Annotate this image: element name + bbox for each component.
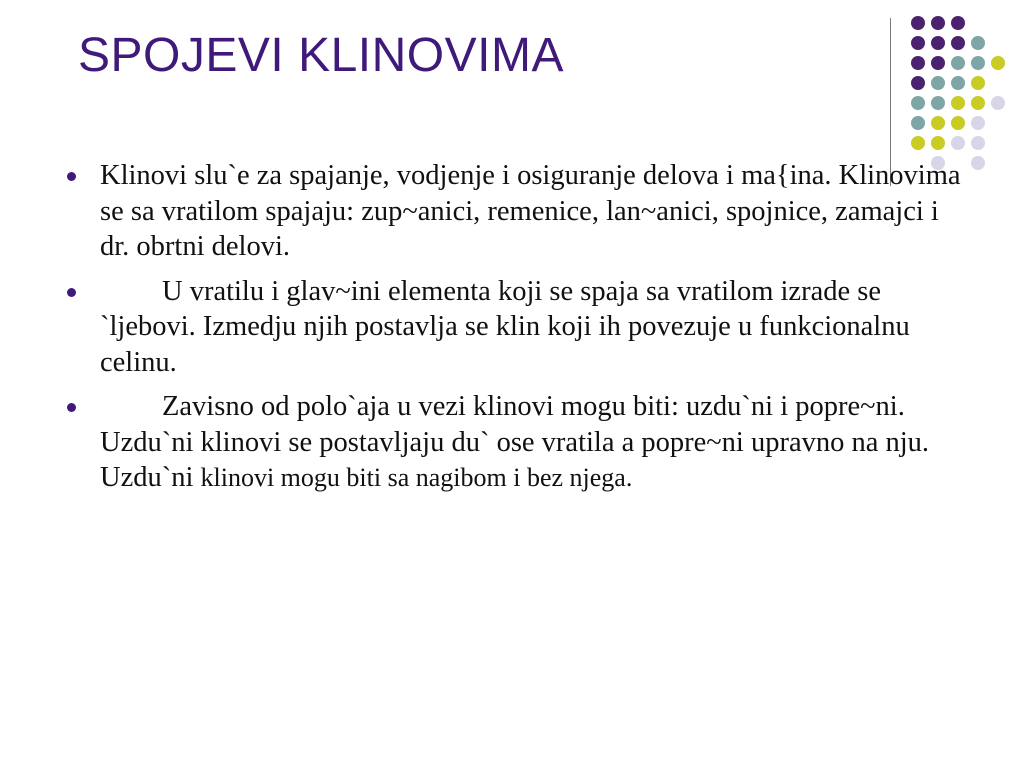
slide-title: SPOJEVI KLINOVIMA xyxy=(78,29,564,82)
bullet-item xyxy=(66,274,966,381)
decor-dot xyxy=(931,56,945,70)
bullet-icon xyxy=(67,172,76,181)
bullet-text xyxy=(100,389,966,496)
bullet-icon xyxy=(67,403,76,412)
decor-dot xyxy=(971,36,985,50)
bullet-item xyxy=(66,389,966,496)
decor-dot xyxy=(951,56,965,70)
decor-dot xyxy=(971,156,985,170)
bullet-text xyxy=(100,274,966,381)
decor-dot xyxy=(911,36,925,50)
decor-dot xyxy=(971,76,985,90)
bullet-text-small: klinovi mogu biti sa nagibom i bez njega. xyxy=(200,463,633,492)
decor-dot xyxy=(911,16,925,30)
decor-dot xyxy=(991,56,1005,70)
decor-dot xyxy=(911,136,925,150)
decor-dot xyxy=(971,136,985,150)
bullet-text-content: U vratilu i glav~ini elementa koji se spaja sa vratilom izrade se `ljebovi. Izmedju njih postavlja se klin koji ih povezuje u funkcionalnu celinu. xyxy=(100,275,910,378)
decor-dot xyxy=(951,36,965,50)
decor-dot xyxy=(991,96,1005,110)
decor-dot xyxy=(931,36,945,50)
decor-dot xyxy=(931,16,945,30)
decor-dot xyxy=(931,136,945,150)
decor-dot xyxy=(971,96,985,110)
decor-dot xyxy=(971,56,985,70)
decor-dot xyxy=(911,96,925,110)
decor-dot xyxy=(951,16,965,30)
bullet-text-content: Zavisno od polo`aja u vezi klinovi mogu biti: uzdu`ni i popre~ni. Uzdu`ni klinovi se postavljaju du` ose vratila a popre~ni upravno na nju. Uzdu`ni xyxy=(100,391,930,493)
decor-dot xyxy=(911,116,925,130)
decor-dot xyxy=(951,96,965,110)
decor-dot xyxy=(951,76,965,90)
decor-dot xyxy=(951,116,965,130)
bullet-item xyxy=(66,158,966,265)
decor-dot xyxy=(951,136,965,150)
bullet-text: Klinovi slu`e za spajanje, vodjenje i osiguranje delova i ma{ina. Klinovima se sa vratilom spajaju: zup~anici, remenice, lan~anici, spojnice, zamajci i dr. obrtni delovi. xyxy=(100,160,961,262)
decor-dot xyxy=(931,76,945,90)
bullet-icon xyxy=(67,288,76,297)
decor-dot xyxy=(931,96,945,110)
decor-dot xyxy=(971,116,985,130)
decor-dot xyxy=(911,56,925,70)
decor-dot xyxy=(931,116,945,130)
bullet-list xyxy=(66,158,966,505)
decor-dot xyxy=(911,76,925,90)
